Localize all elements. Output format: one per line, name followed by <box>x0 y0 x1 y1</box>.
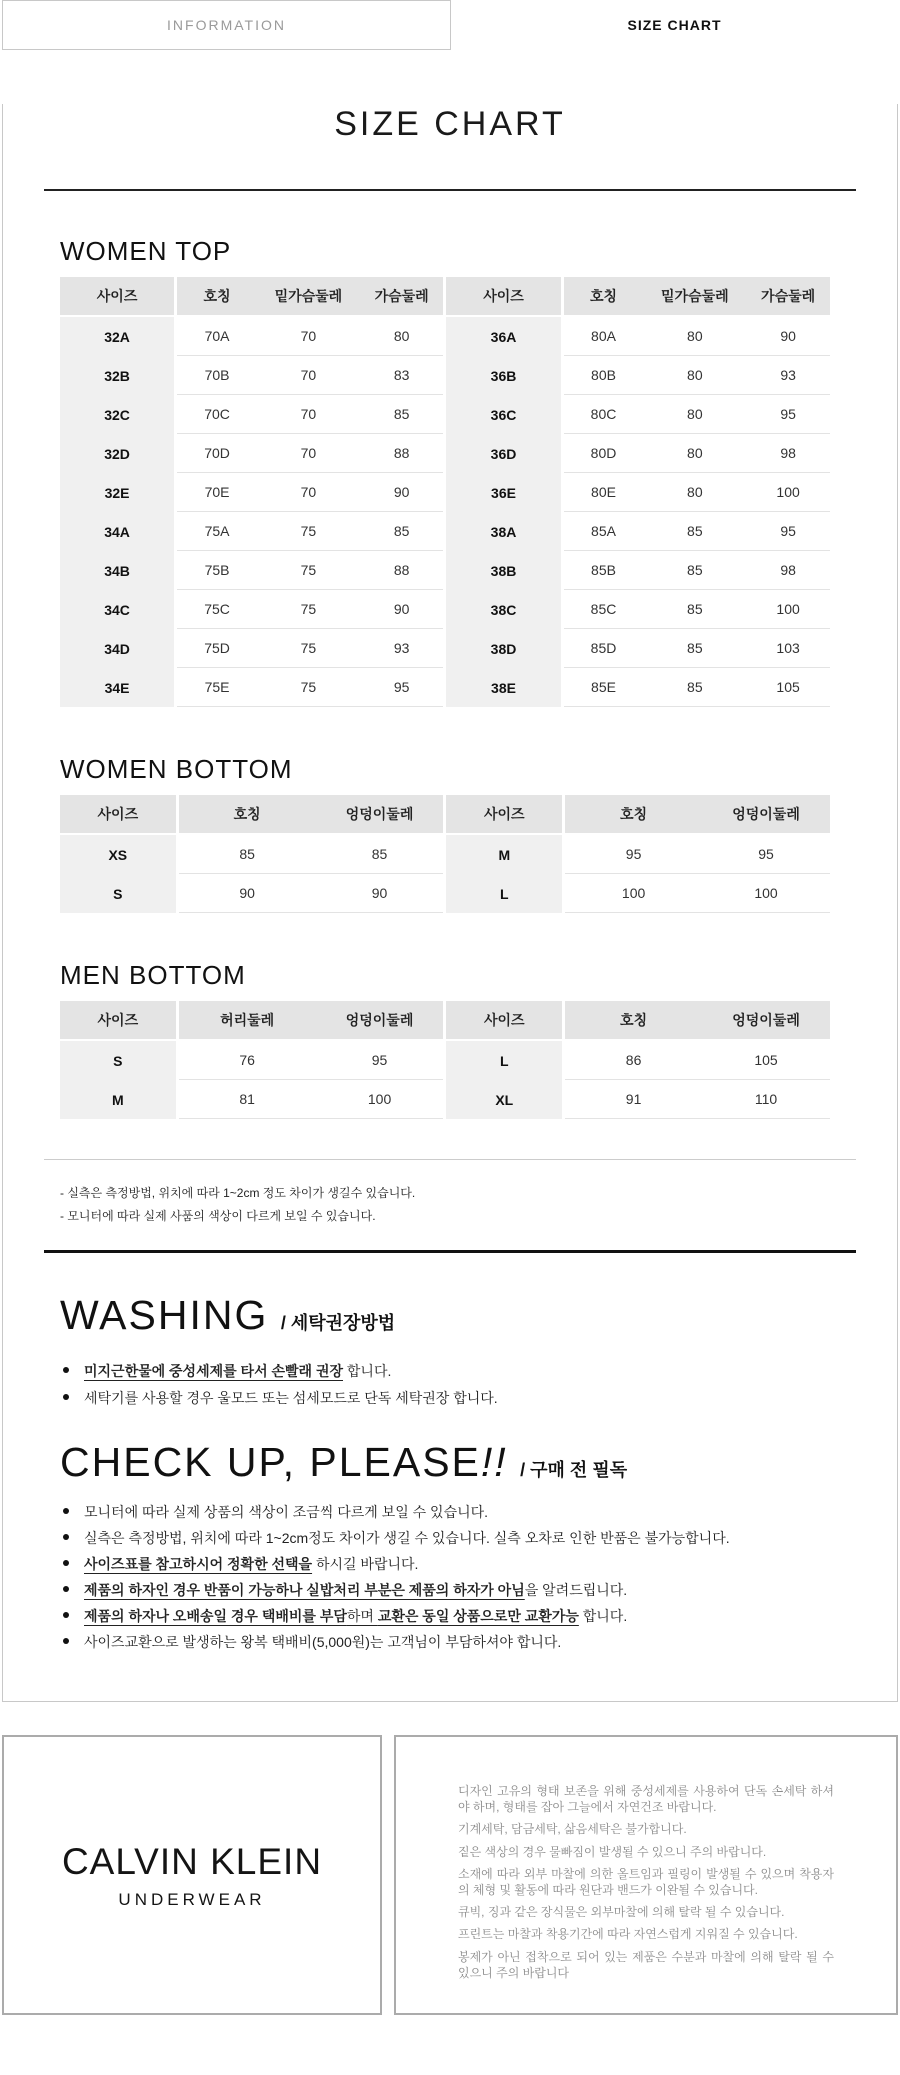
table-row <box>60 668 830 707</box>
size-cell: L <box>443 1041 565 1080</box>
table-cell: 75E <box>177 668 257 707</box>
note-line: - 실측은 측정방법, 위치에 따라 1~2cm 정도 차이가 생길수 있습니다. <box>60 1186 416 1200</box>
bullet-item <box>63 1502 897 1522</box>
bullet-icon <box>63 1638 69 1644</box>
table-cell: 75A <box>177 512 257 551</box>
table-cell: 70 <box>257 395 360 434</box>
table-cell: 85B <box>564 551 644 590</box>
washing-subtitle: / 세탁권장방법 <box>280 1313 396 1333</box>
bullet-item <box>63 1528 897 1548</box>
table-cell: 76 <box>179 1041 316 1080</box>
bullet-text: 합니다. <box>343 1363 392 1379</box>
bullet-text: 을 알려드립니다. <box>524 1582 628 1598</box>
size-cell: XL <box>443 1080 565 1119</box>
table-header-row <box>60 277 830 317</box>
table-header-cell: 사이즈 <box>443 795 565 835</box>
table-cell: 90 <box>316 874 444 913</box>
table-cell: 83 <box>360 356 444 395</box>
size-cell: 36B <box>443 356 563 395</box>
men-bottom-table <box>60 1001 830 1119</box>
size-cell: S <box>60 1041 179 1080</box>
table-header-cell: 가슴둘레 <box>746 277 830 317</box>
bullet-item <box>63 1361 897 1381</box>
bullet-text: 교환은 동일 상품으로만 교환가능 <box>377 1608 579 1624</box>
table-cell: 90 <box>746 317 830 356</box>
table-row <box>60 1041 830 1080</box>
table-cell: 80 <box>643 317 746 356</box>
bullet-item <box>63 1554 897 1574</box>
table-cell: 85A <box>564 512 644 551</box>
table-cell: 90 <box>179 874 316 913</box>
section-title-women-top: WOMEN TOP <box>60 236 232 266</box>
table-cell: 75B <box>177 551 257 590</box>
bullet-text: 미지근한물에 중성세제를 타서 손빨래 권장 <box>84 1363 343 1379</box>
table-cell: 100 <box>565 874 702 913</box>
table-header-cell: 엉덩이둘레 <box>316 795 444 835</box>
table-header-cell: 엉덩이둘레 <box>702 1001 830 1041</box>
table-cell: 100 <box>702 874 830 913</box>
size-cell: 38D <box>443 629 563 668</box>
table-cell: 85 <box>643 551 746 590</box>
size-cell: 32C <box>60 395 177 434</box>
table-row <box>60 512 830 551</box>
bullet-text: 제품의 하자인 경우 반품이 가능하나 실밥처리 부분은 제품의 하자가 아님 <box>84 1582 525 1598</box>
table-cell: 110 <box>702 1080 830 1119</box>
table-row <box>60 629 830 668</box>
size-cell: 38A <box>443 512 563 551</box>
table-header-cell: 사이즈 <box>443 277 563 317</box>
divider-top <box>44 189 856 191</box>
section-title-men-bottom: MEN BOTTOM <box>60 960 246 990</box>
measure-notes <box>60 1182 897 1228</box>
checkup-title-exclamation: !! <box>480 1439 508 1485</box>
table-cell: 103 <box>746 629 830 668</box>
bullet-text: 사이즈표를 참고하시어 정확한 선택을 <box>84 1556 313 1572</box>
table-row <box>60 1080 830 1119</box>
table-header-cell: 엉덩이둘레 <box>316 1001 444 1041</box>
brand-logo: CALVIN KLEIN <box>61 1840 323 1882</box>
size-cell: 36C <box>443 395 563 434</box>
bullet-text: 실측은 측정방법, 위치에 따라 1~2cm정도 차이가 생길 수 있습니다. 실측 오차로 인한 반품은 불가능합니다. <box>84 1530 730 1546</box>
table-cell: 75D <box>177 629 257 668</box>
table-cell: 70D <box>177 434 257 473</box>
section-title-women-bottom: WOMEN BOTTOM <box>60 754 293 784</box>
care-paragraph: 디자인 고유의 형태 보존을 위해 중성세제를 사용하여 단독 손세탁 하셔야 하며, 형태를 잡아 그늘에서 자연건조 바랍니다. <box>458 1784 834 1815</box>
table-cell: 98 <box>746 434 830 473</box>
table-header-row <box>60 1001 830 1041</box>
size-cell: 34B <box>60 551 177 590</box>
table-cell: 105 <box>746 668 830 707</box>
size-cell: XS <box>60 835 179 874</box>
table-cell: 85 <box>179 835 316 874</box>
women-bottom-table <box>60 795 830 913</box>
bullet-item <box>63 1632 897 1652</box>
table-cell: 80 <box>643 356 746 395</box>
table-cell: 95 <box>360 668 444 707</box>
table-row <box>60 395 830 434</box>
table-cell: 88 <box>360 551 444 590</box>
table-cell: 91 <box>565 1080 702 1119</box>
size-cell: 36A <box>443 317 563 356</box>
size-cell: L <box>443 874 565 913</box>
washing-title: WASHING <box>60 1292 269 1338</box>
table-header-cell: 허리둘레 <box>179 1001 316 1041</box>
table-cell: 85C <box>564 590 644 629</box>
checkup-subtitle: / 구매 전 필독 <box>520 1460 628 1480</box>
table-cell: 80D <box>564 434 644 473</box>
table-cell: 85D <box>564 629 644 668</box>
bullet-text: 제품의 하자나 오배송일 경우 택배비를 부담 <box>84 1608 347 1624</box>
table-row <box>60 590 830 629</box>
table-cell: 95 <box>746 512 830 551</box>
table-header-row <box>60 795 830 835</box>
size-cell: 34A <box>60 512 177 551</box>
size-cell: 32A <box>60 317 177 356</box>
washing-bullets <box>63 1361 897 1408</box>
table-cell: 85 <box>316 835 444 874</box>
table-cell: 80 <box>643 395 746 434</box>
table-cell: 85 <box>360 395 444 434</box>
table-cell: 85 <box>643 668 746 707</box>
size-cell: S <box>60 874 179 913</box>
care-paragraph: 기계세탁, 담금세탁, 삶음세탁은 불가합니다. <box>458 1822 687 1837</box>
table-cell: 86 <box>565 1041 702 1080</box>
table-cell: 85 <box>643 512 746 551</box>
bullet-text: 세탁기를 사용할 경우 울모드 또는 섬세모드로 단독 세탁권장 합니다. <box>84 1390 498 1406</box>
checkup-heading <box>60 1438 897 1486</box>
bullet-text: 하며 <box>346 1608 378 1624</box>
table-cell: 95 <box>702 835 830 874</box>
table-cell: 70A <box>177 317 257 356</box>
checkup-title: CHECK UP, PLEASE <box>60 1439 481 1485</box>
note-line: - 모니터에 따라 실제 사품의 색상이 다르게 보일 수 있습니다. <box>60 1209 376 1223</box>
table-row <box>60 874 830 913</box>
table-cell: 98 <box>746 551 830 590</box>
table-cell: 90 <box>360 473 444 512</box>
bullet-icon <box>63 1508 69 1514</box>
bullet-item <box>63 1388 897 1408</box>
table-cell: 100 <box>746 473 830 512</box>
tab-size-chart[interactable]: SIZE CHART <box>627 17 722 33</box>
bullet-text: 사이즈교환으로 발생하는 왕복 택배비(5,000원)는 고객님이 부담하셔야 합니다. <box>84 1634 562 1650</box>
table-cell: 95 <box>746 395 830 434</box>
care-notes-box <box>394 1735 898 2015</box>
table-cell: 80 <box>643 473 746 512</box>
care-paragraph: 큐빅, 징과 같은 장식물은 외부마찰에 의해 탈락 될 수 있습니다. <box>458 1905 785 1920</box>
bullet-icon <box>63 1394 69 1400</box>
table-cell: 85 <box>360 512 444 551</box>
table-header-cell: 호칭 <box>565 1001 702 1041</box>
table-cell: 75 <box>257 551 360 590</box>
table-cell: 93 <box>360 629 444 668</box>
table-cell: 95 <box>316 1041 444 1080</box>
table-header-cell: 엉덩이둘레 <box>702 795 830 835</box>
table-cell: 70 <box>257 317 360 356</box>
table-cell: 70 <box>257 473 360 512</box>
table-header-cell: 사이즈 <box>443 1001 565 1041</box>
footer <box>2 1735 898 2015</box>
table-cell: 75C <box>177 590 257 629</box>
size-cell: 34D <box>60 629 177 668</box>
tab-information[interactable]: INFORMATION <box>2 0 451 50</box>
size-cell: 38B <box>443 551 563 590</box>
table-cell: 80C <box>564 395 644 434</box>
checkup-bullets <box>63 1502 897 1652</box>
table-header-cell: 호칭 <box>565 795 702 835</box>
bullet-text: 합니다. <box>578 1608 628 1624</box>
size-cell: 38C <box>443 590 563 629</box>
table-header-cell: 가슴둘레 <box>360 277 444 317</box>
table-cell: 75 <box>257 629 360 668</box>
table-cell: 80E <box>564 473 644 512</box>
table-cell: 85 <box>643 590 746 629</box>
table-cell: 85 <box>643 629 746 668</box>
bullet-text: 하시길 바랍니다. <box>312 1556 419 1572</box>
table-cell: 80B <box>564 356 644 395</box>
size-cell: 36E <box>443 473 563 512</box>
care-paragraph: 소재에 따라 외부 마찰에 의한 올트임과 필링이 발생될 수 있으며 착용자의 체형 및 활동에 따라 원단과 밴드가 이완될 수 있습니다. <box>458 1866 834 1897</box>
table-cell: 70C <box>177 395 257 434</box>
table-cell: 90 <box>360 590 444 629</box>
table-cell: 75 <box>257 668 360 707</box>
table-cell: 75 <box>257 590 360 629</box>
table-row <box>60 473 830 512</box>
brand-logo-subtext: UNDERWEAR <box>118 1889 266 1909</box>
divider-thin <box>44 1159 856 1160</box>
care-paragraph: 프린트는 마찰과 착용기간에 따라 자연스럽게 지워질 수 있습니다. <box>458 1927 798 1942</box>
table-cell: 100 <box>316 1080 444 1119</box>
table-header-cell: 호칭 <box>564 277 644 317</box>
washing-heading <box>60 1291 897 1339</box>
size-cell: M <box>443 835 565 874</box>
women-top-table <box>60 277 830 707</box>
size-chart-page <box>2 0 898 1702</box>
table-header-cell: 밑가슴둘레 <box>643 277 746 317</box>
size-cell: 38E <box>443 668 563 707</box>
table-row <box>60 551 830 590</box>
table-cell: 81 <box>179 1080 316 1119</box>
table-cell: 75 <box>257 512 360 551</box>
divider-dark <box>44 1250 856 1253</box>
table-cell: 100 <box>746 590 830 629</box>
size-cell: M <box>60 1080 179 1119</box>
bullet-item <box>63 1606 897 1626</box>
size-cell: 34C <box>60 590 177 629</box>
table-header-cell: 호칭 <box>177 277 257 317</box>
table-row <box>60 434 830 473</box>
brand-box <box>2 1735 382 2015</box>
size-cell: 36D <box>443 434 563 473</box>
bullet-icon <box>63 1560 69 1566</box>
table-header-cell: 밑가슴둘레 <box>257 277 360 317</box>
size-cell: 32D <box>60 434 177 473</box>
table-cell: 80 <box>360 317 444 356</box>
table-cell: 105 <box>702 1041 830 1080</box>
table-cell: 70B <box>177 356 257 395</box>
table-row <box>60 317 830 356</box>
table-header-cell: 사이즈 <box>60 1001 179 1041</box>
care-paragraph: 봉제가 아닌 접착으로 되어 있는 제품은 수분과 마찰에 의해 탈락 될 수 있으니 주의 바랍니다 <box>458 1949 834 1980</box>
table-cell: 95 <box>565 835 702 874</box>
table-cell: 80A <box>564 317 644 356</box>
tab-bar <box>2 0 898 50</box>
bullet-icon <box>63 1586 69 1592</box>
table-header-cell: 호칭 <box>179 795 316 835</box>
care-paragraph: 짙은 색상의 경우 물빠짐이 발생될 수 있으니 주의 바랍니다. <box>458 1844 767 1859</box>
table-header-cell: 사이즈 <box>60 277 177 317</box>
table-cell: 80 <box>643 434 746 473</box>
table-cell: 85E <box>564 668 644 707</box>
table-row <box>60 356 830 395</box>
table-header-cell: 사이즈 <box>60 795 179 835</box>
bullet-text: 모니터에 따라 실제 상품의 색상이 조금씩 다르게 보일 수 있습니다. <box>84 1504 489 1520</box>
table-cell: 70E <box>177 473 257 512</box>
size-chart-panel <box>2 104 898 1702</box>
table-cell: 70 <box>257 356 360 395</box>
table-cell: 93 <box>746 356 830 395</box>
size-cell: 34E <box>60 668 177 707</box>
table-cell: 70 <box>257 434 360 473</box>
size-cell: 32B <box>60 356 177 395</box>
table-row <box>60 835 830 874</box>
bullet-item <box>63 1580 897 1600</box>
size-cell: 32E <box>60 473 177 512</box>
bullet-icon <box>63 1534 69 1540</box>
page-title: SIZE CHART <box>334 105 566 143</box>
table-cell: 88 <box>360 434 444 473</box>
bullet-icon <box>63 1367 69 1373</box>
bullet-icon <box>63 1612 69 1618</box>
